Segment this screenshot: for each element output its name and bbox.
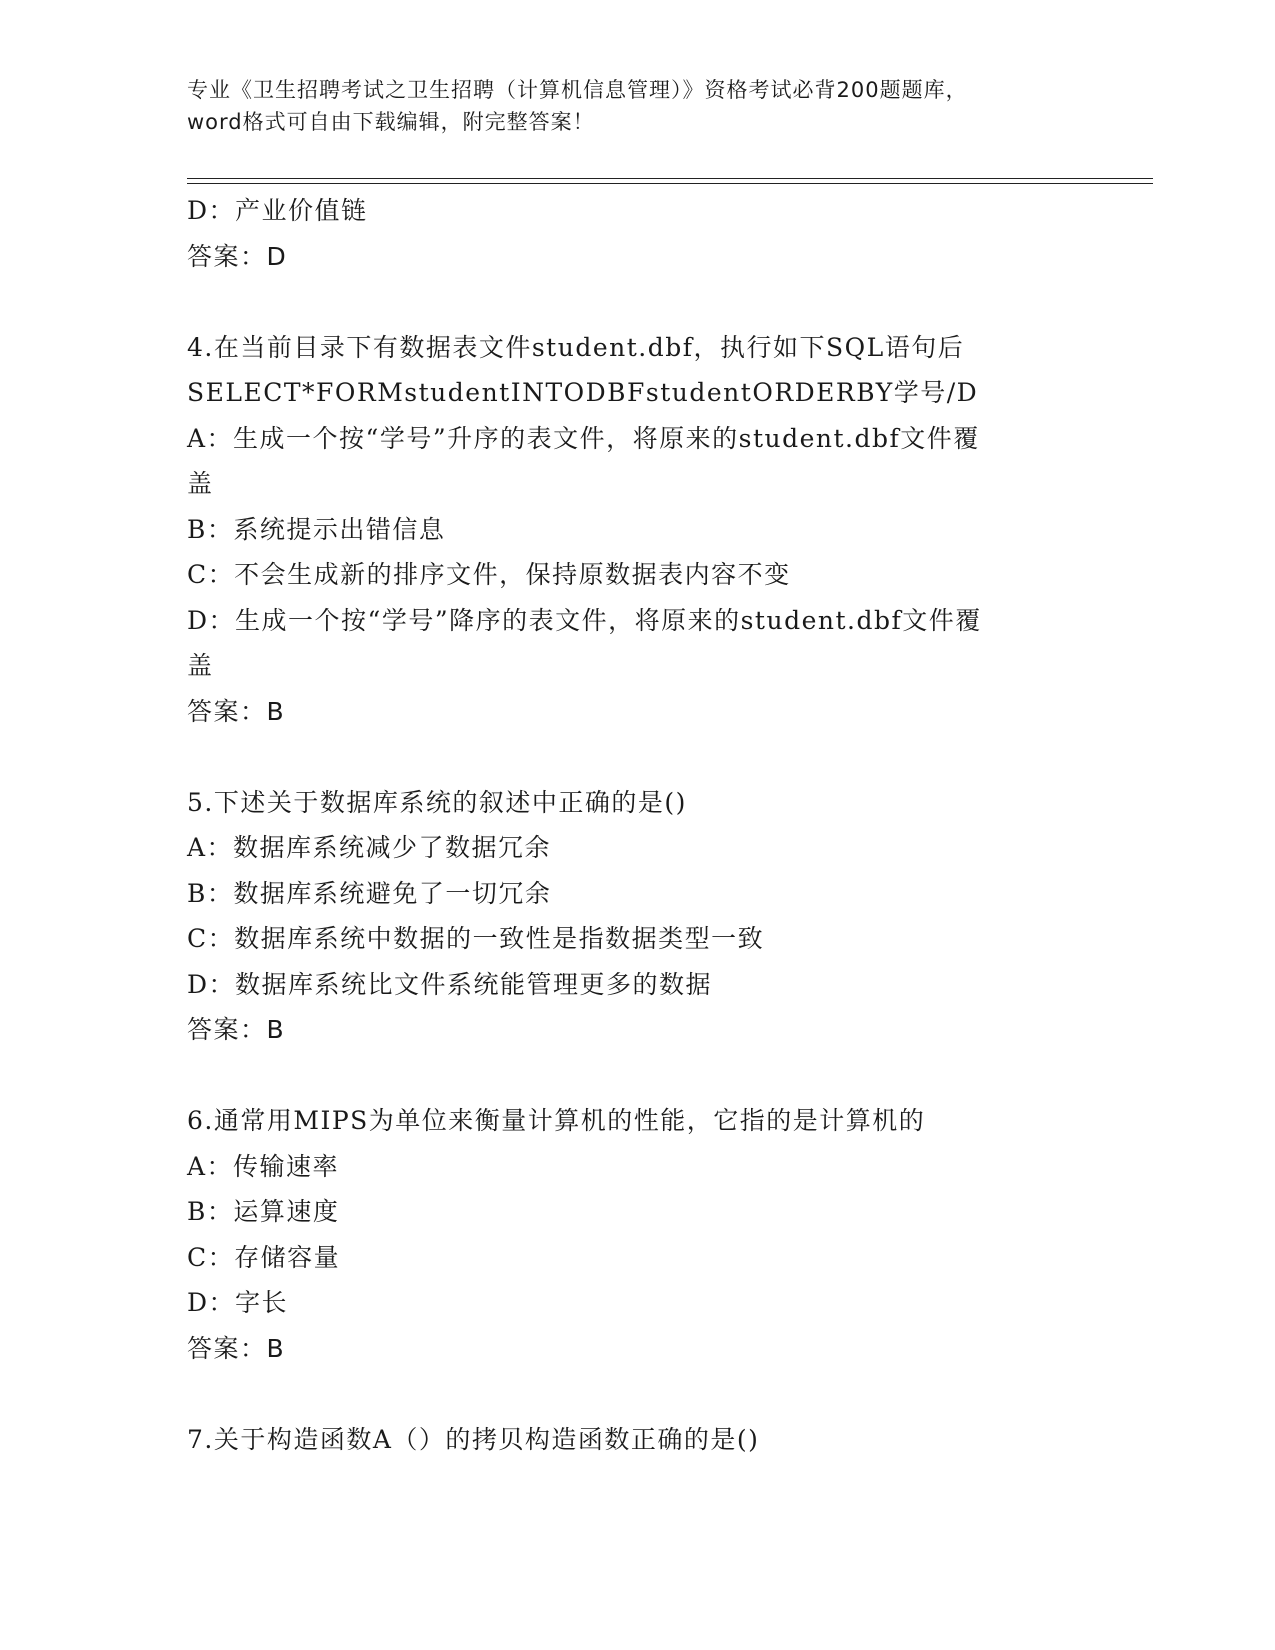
question-5	[187, 780, 1087, 1053]
answer: 答案：B	[187, 1015, 286, 1044]
answer: 答案：B	[187, 1333, 286, 1363]
spacer	[187, 1371, 1087, 1417]
question-list	[187, 188, 1087, 1462]
answer: 答案：B	[187, 696, 286, 726]
option-a: A：生成一个按“学号”升序的表文件，将原来的student.dbf文件覆	[187, 423, 980, 453]
question-stem: 6.通常用MIPS为单位来衡量计算机的性能，它指的是计算机的	[187, 1106, 926, 1135]
page-header	[187, 74, 1087, 138]
option-c: C：不会生成新的排序文件，保持原数据表内容不变	[187, 560, 791, 589]
header-divider	[187, 178, 1153, 184]
option-b: B：运算速度	[187, 1197, 340, 1226]
option-b: B：系统提示出错信息	[187, 514, 446, 544]
question-stem: 7.关于构造函数A（）的拷贝构造函数正确的是()	[187, 1424, 760, 1454]
header-line-1: 专业《卫生招聘考试之卫生招聘（计算机信息管理）》资格考试必背200题题库，	[187, 78, 968, 102]
option-d: D：生成一个按“学号”降序的表文件，将原来的student.dbf文件覆	[187, 605, 982, 635]
option-d: D：数据库系统比文件系统能管理更多的数据	[187, 969, 713, 999]
option-d-continued: 盖	[187, 651, 214, 680]
option-c: C：存储容量	[187, 1242, 341, 1272]
option-d: D：字长	[187, 1288, 289, 1317]
answer: 答案：D	[187, 241, 288, 271]
option-a: A：数据库系统减少了数据冗余	[187, 833, 552, 862]
question-4	[187, 325, 1087, 735]
option-a-continued: 盖	[187, 469, 214, 498]
spacer	[187, 734, 1087, 780]
option-d: D：产业价值链	[187, 196, 368, 225]
question-3-tail	[187, 188, 1087, 279]
header-line-2: word格式可自由下载编辑，附完整答案！	[187, 110, 595, 134]
question-6	[187, 1098, 1087, 1371]
question-7	[187, 1417, 1087, 1463]
spacer	[187, 279, 1087, 325]
question-stem-continued: SELECT*FORMstudentINTODBFstudentORDERBY学号/D	[187, 378, 979, 407]
question-stem: 5.下述关于数据库系统的叙述中正确的是()	[187, 787, 687, 817]
spacer	[187, 1053, 1087, 1099]
option-a: A：传输速率	[187, 1151, 340, 1181]
option-b: B：数据库系统避免了一切冗余	[187, 878, 552, 908]
question-stem: 4.在当前目录下有数据表文件student.dbf，执行如下SQL语句后	[187, 332, 965, 362]
option-c: C：数据库系统中数据的一致性是指数据类型一致	[187, 924, 765, 953]
